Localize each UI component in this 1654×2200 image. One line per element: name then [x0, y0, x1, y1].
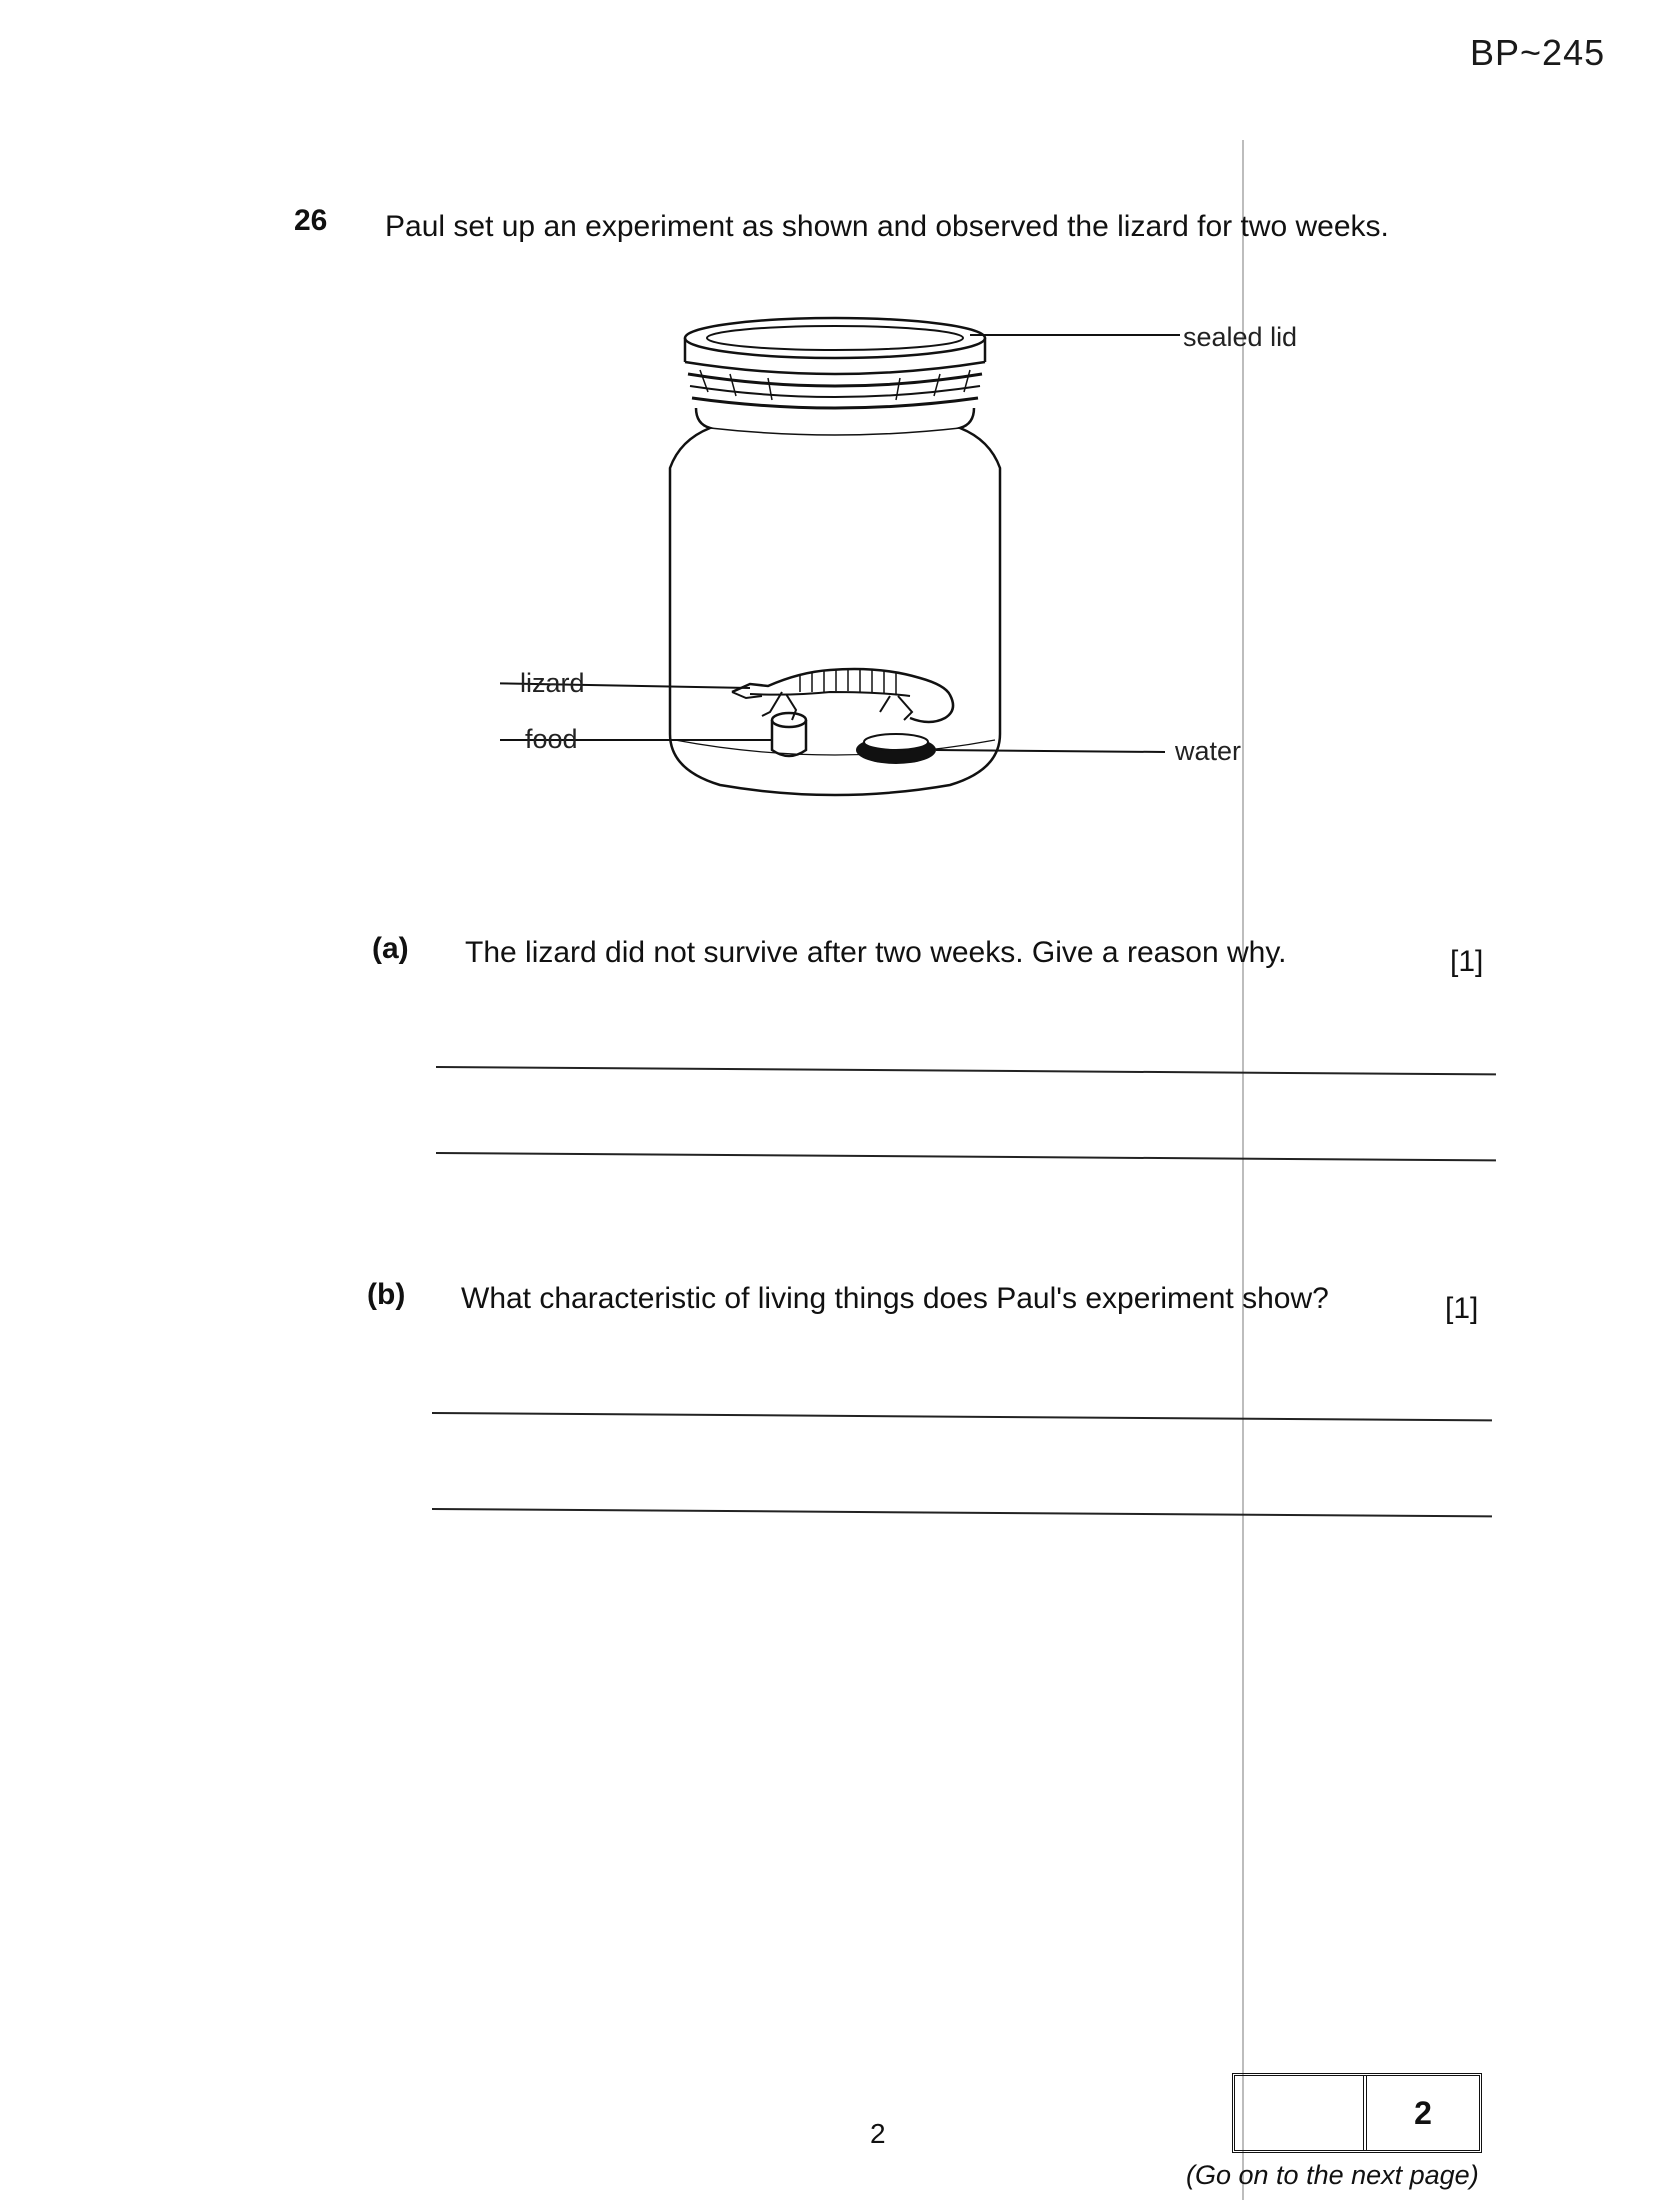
label-water: water [1175, 736, 1242, 766]
part-a-label: (a) [372, 932, 409, 965]
part-b-marks: [1] [1445, 1292, 1479, 1325]
answer-line-b2[interactable] [432, 1508, 1492, 1517]
question-text: Paul set up an experiment as shown and observed the lizard for two weeks. [385, 210, 1389, 243]
paper-code: BP~245 [1470, 32, 1606, 73]
part-b-label: (b) [367, 1278, 406, 1311]
question-number: 26 [294, 204, 328, 237]
score-box-total: 2 [1414, 2094, 1432, 2131]
answer-line-a1[interactable] [436, 1066, 1496, 1075]
label-sealed-lid: sealed lid [1183, 322, 1298, 352]
part-a-marks: [1] [1450, 945, 1484, 978]
continue-note: (Go on to the next page) [1186, 2160, 1479, 2190]
score-box [1232, 2073, 1482, 2153]
label-food: food [525, 724, 578, 754]
jar-lid-top [685, 318, 985, 358]
answer-line-b1[interactable] [432, 1412, 1492, 1421]
answer-line-a2[interactable] [436, 1152, 1496, 1161]
part-a-question: The lizard did not survive after two weeks. Give a reason why. [465, 936, 1287, 969]
score-box-blank-cell[interactable] [1235, 2076, 1367, 2150]
part-b-question: What characteristic of living things does Paul's experiment show? [461, 1282, 1329, 1315]
page-number: 2 [870, 2118, 886, 2149]
label-lizard: lizard [520, 668, 585, 698]
water-leader [936, 750, 1165, 752]
